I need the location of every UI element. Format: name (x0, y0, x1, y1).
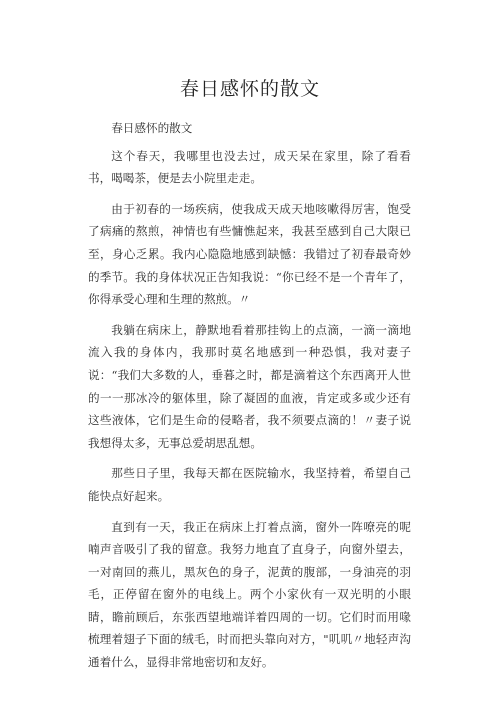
document-body (88, 117, 411, 682)
document-title: 春日感怀的散文 (179, 78, 320, 100)
paragraph: 这个春天，我哪里也没去过，成天呆在家里，除了看看书，喝喝茶，便是去小院里走走。 (88, 148, 411, 186)
paragraph: 直到有一天，我正在病床上打着点滴，窗外一阵嘹亮的呢喃声音吸引了我的留意。我努力地直了直身子，向窗外望去，一对南回的燕儿，黑灰色的身子，泥黄的腹部，一身油亮的羽毛，正停留在窗外的电线上。两个小家伙有一双光明的小眼睛，瞻前顾后，东张西望地端详着四周的一切。它们时而用喙梳理着翅子下面的绒毛，时而把头靠向对方，"叽叽〃地轻声沟通着什么，显得非常地密切和友好。 (88, 519, 411, 670)
paragraph: 那些日子里，我每天都在医院输水，我坚持着，希望自己能快点好起来。 (88, 466, 411, 503)
paragraph: 我躺在病床上，静默地看着那挂钩上的点滴，一滴一滴地流入我的身体内，我那时莫名地感到一种恐惧，我对妻子说：“我们大多数的人，垂暮之时，都是滴着这个东西离开人世的一一那冰冷的躯体里，除了凝固的血液，肯定或多或少还有这些液体，它们是生命的侵略者，我不须要点滴的！〃妻子说我想得太多，无事总爱胡思乱想。 (88, 322, 411, 450)
document-subtitle: 春日感怀的散文 (111, 121, 193, 135)
paragraph: 由于初春的一场疾病，使我成天成天地咳嗽得厉害，饱受了病痛的熬煎，神情也有些慵憔起来，我甚至感到自己大限已至，身心乏累。我内心隐隐地感到缺憾：我错过了初春最奇妙的季节。我的身体状况正告知我说：“你已经不是一个青年了，你得承受心理和生理的熬煎。〃 (88, 201, 411, 307)
